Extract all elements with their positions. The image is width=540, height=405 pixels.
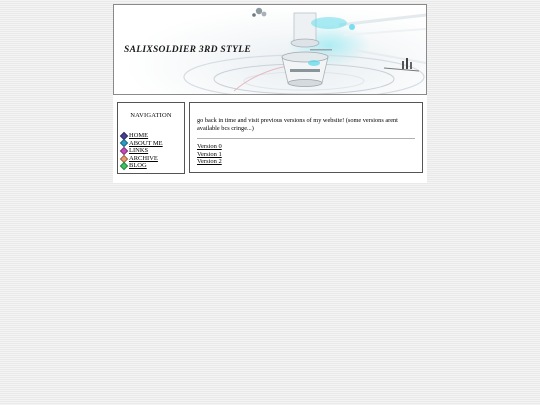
navigation-list — [120, 132, 163, 170]
navigation-panel — [117, 102, 185, 174]
version-item — [197, 158, 222, 166]
version-item — [197, 151, 222, 159]
version-0-link[interactable]: Version 0 — [197, 143, 222, 150]
version-2-link[interactable]: Version 2 — [197, 158, 222, 166]
header-banner — [113, 4, 427, 95]
version-list — [197, 143, 222, 166]
content-panel — [189, 102, 423, 173]
navigation-heading: NAVIGATION — [130, 112, 172, 119]
nav-link-links[interactable]: LINKS — [129, 147, 149, 155]
version-item — [197, 143, 222, 151]
site-title: SALIXSOLDIER 3RD STYLE — [124, 45, 251, 55]
nav-link-archive[interactable]: ARCHIVE — [129, 154, 158, 162]
nav-item-about-me — [120, 140, 163, 148]
diamond-bullet-icon — [120, 162, 128, 170]
nav-item-archive — [120, 155, 163, 163]
archive-intro-text: go back in time and visit previous versions of my website! (some versions arent available bcs cringe...) — [197, 117, 398, 132]
nav-item-blog — [120, 162, 163, 170]
nav-link-blog[interactable]: BLOG — [129, 162, 147, 170]
version-1-link[interactable]: Version 1 — [197, 150, 222, 158]
content-divider — [197, 138, 415, 139]
page-container — [113, 4, 427, 183]
nav-item-home — [120, 132, 163, 140]
nav-link-home[interactable]: HOME — [129, 132, 149, 139]
nav-item-links — [120, 147, 163, 155]
nav-link-about-me[interactable]: ABOUT ME — [129, 139, 163, 147]
